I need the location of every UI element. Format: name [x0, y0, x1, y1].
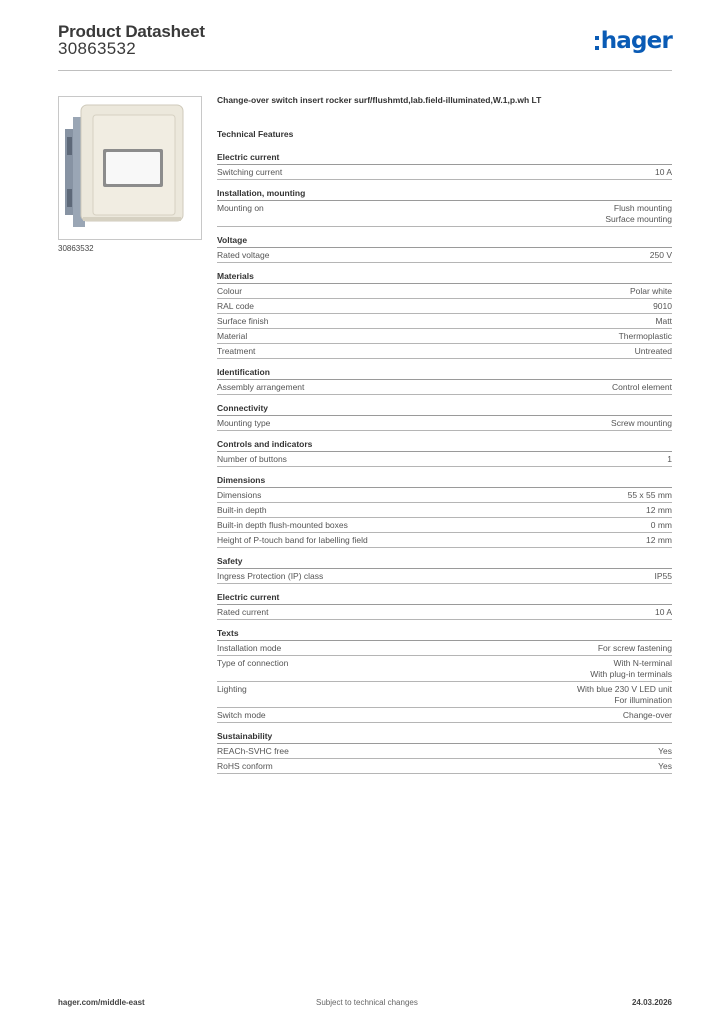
spec-value-line: IP55: [654, 571, 672, 581]
section-title: Identification: [217, 367, 672, 380]
spec-value-line: 12 mm: [646, 535, 672, 545]
spec-value-line: Yes: [658, 761, 672, 771]
spec-label: Mounting type: [217, 418, 271, 428]
page-title: Product Datasheet: [58, 22, 205, 41]
section-title: Electric current: [217, 592, 672, 605]
spec-value-line: For screw fastening: [597, 643, 672, 653]
spec-row: [217, 299, 672, 314]
spec-label: Lighting: [217, 684, 247, 694]
spec-value: [655, 316, 672, 327]
spec-row: [217, 518, 672, 533]
spec-value: [611, 418, 672, 429]
section-title: Dimensions: [217, 475, 672, 488]
product-number: 30863532: [58, 39, 137, 58]
spec-section: [217, 439, 672, 467]
spec-label: RAL code: [217, 301, 255, 311]
spec-value: [658, 746, 672, 757]
spec-value-line: 1: [667, 454, 672, 464]
spec-label: Dimensions: [217, 490, 262, 500]
spec-row: [217, 656, 672, 682]
spec-sections: [217, 152, 672, 774]
label-field: [106, 152, 160, 184]
section-title: Texts: [217, 628, 672, 641]
spec-label: Mounting on: [217, 203, 264, 213]
spec-value-line: With plug-in terminals: [590, 669, 672, 679]
spec-label: Switching current: [217, 167, 283, 177]
spec-value-line: Control element: [611, 382, 672, 392]
spec-value: [650, 250, 672, 261]
spec-section: [217, 188, 672, 227]
spec-value-line: With N-terminal: [613, 658, 672, 668]
spec-value: [619, 331, 672, 342]
spec-row: [217, 201, 672, 227]
spec-value-line: Flush mounting: [613, 203, 672, 213]
technical-features-title: Technical Features: [217, 129, 294, 139]
spec-row: [217, 708, 672, 723]
spec-row: [217, 569, 672, 584]
spec-row: [217, 416, 672, 431]
spec-value: [623, 710, 672, 721]
spec-section: [217, 475, 672, 548]
spec-value: [646, 505, 672, 516]
spec-section: [217, 367, 672, 395]
product-image: [58, 96, 202, 240]
spec-section: [217, 556, 672, 584]
section-title: Materials: [217, 271, 672, 284]
spec-label: Built-in depth flush-mounted boxes: [217, 520, 348, 530]
spec-value: [612, 382, 672, 393]
spec-value-line: Change-over: [622, 710, 672, 720]
spec-value: [590, 658, 672, 680]
spec-value: [655, 167, 672, 178]
spec-row: [217, 641, 672, 656]
spec-row: [217, 759, 672, 774]
spec-value-line: 10 A: [654, 607, 672, 617]
spec-row: [217, 344, 672, 359]
spec-label: Treatment: [217, 346, 256, 356]
spec-section: [217, 235, 672, 263]
spec-value: [605, 203, 672, 225]
spec-row: [217, 503, 672, 518]
spec-row: [217, 248, 672, 263]
footer-website: hager.com/middle-east: [58, 998, 145, 1007]
section-title: Voltage: [217, 235, 672, 248]
section-title: Connectivity: [217, 403, 672, 416]
spec-row: [217, 744, 672, 759]
spec-value-line: Thermoplastic: [618, 331, 672, 341]
spec-value: [577, 684, 672, 706]
product-description: Change-over switch insert rocker surf/flushmtd,lab.field-illuminated,W.1,p.wh LT: [217, 95, 542, 105]
spec-row: [217, 165, 672, 180]
spec-section: [217, 152, 672, 180]
spec-row: [217, 314, 672, 329]
spec-value: [628, 490, 672, 501]
spec-value-line: Matt: [655, 316, 672, 326]
spec-label: Type of connection: [217, 658, 289, 668]
spec-label: Height of P-touch band for labelling field: [217, 535, 368, 545]
spec-value-line: Screw mounting: [611, 418, 672, 428]
spec-label: Rated current: [217, 607, 269, 617]
section-title: Controls and indicators: [217, 439, 672, 452]
spec-value-line: Polar white: [629, 286, 672, 296]
logo-text: hager: [600, 28, 672, 54]
spec-value-line: Yes: [658, 746, 672, 756]
spec-value-line: 10 A: [654, 167, 672, 177]
spec-row: [217, 380, 672, 395]
spec-label: Number of buttons: [217, 454, 287, 464]
spec-section: [217, 731, 672, 774]
spec-value: [655, 571, 673, 582]
spec-value-line: 9010: [653, 301, 672, 311]
spec-label: Assembly arrangement: [217, 382, 305, 392]
spec-value-line: 250 V: [649, 250, 672, 260]
spec-row: [217, 605, 672, 620]
spec-value: [653, 301, 672, 312]
spec-value-line: With blue 230 V LED unit: [577, 684, 672, 694]
spec-value: [658, 761, 672, 772]
spec-value-line: Untreated: [634, 346, 672, 356]
spec-section: [217, 403, 672, 431]
spec-value: [630, 286, 672, 297]
section-title: Installation, mounting: [217, 188, 672, 201]
spec-content: [217, 95, 672, 782]
section-title: Sustainability: [217, 731, 672, 744]
spec-label: Colour: [217, 286, 243, 296]
footer-date: 24.03.2026: [631, 998, 672, 1007]
spec-value: [646, 535, 672, 546]
spec-label: Surface finish: [217, 316, 269, 326]
spec-label: Built-in depth: [217, 505, 267, 515]
spec-value: [667, 454, 672, 465]
spec-value-line: 12 mm: [646, 505, 672, 515]
spec-row: [217, 452, 672, 467]
spec-row: [217, 329, 672, 344]
switch-insert-product-photo-icon: [59, 97, 201, 239]
spec-row: [217, 284, 672, 299]
section-title: Electric current: [217, 152, 672, 165]
spec-label: Switch mode: [217, 710, 266, 720]
spec-label: RoHS conform: [217, 761, 273, 771]
spec-label: REACh-SVHC free: [217, 746, 289, 756]
spec-value-line: Surface mounting: [605, 214, 672, 224]
spec-row: [217, 682, 672, 708]
spec-section: [217, 592, 672, 620]
spec-label: Material: [217, 331, 248, 341]
spec-value-line: 0 mm: [650, 520, 672, 530]
spec-row: [217, 488, 672, 503]
spec-label: Installation mode: [217, 643, 282, 653]
spec-section: [217, 271, 672, 359]
image-caption: 30863532: [58, 244, 94, 253]
spec-value-line: For illumination: [614, 695, 672, 705]
logo-colon-icon: [595, 36, 599, 50]
spec-value: [651, 520, 672, 531]
spec-value: [635, 346, 672, 357]
spec-value: [598, 643, 672, 654]
footer-notice: Subject to technical changes: [316, 998, 418, 1007]
section-title: Safety: [217, 556, 672, 569]
spec-label: Rated voltage: [217, 250, 270, 260]
spec-value-line: 55 x 55 mm: [627, 490, 672, 500]
spec-label: Ingress Protection (IP) class: [217, 571, 324, 581]
spec-row: [217, 533, 672, 548]
spec-value: [655, 607, 672, 618]
spec-section: [217, 628, 672, 723]
hager-logo: [595, 28, 672, 58]
page-header: [58, 22, 672, 71]
